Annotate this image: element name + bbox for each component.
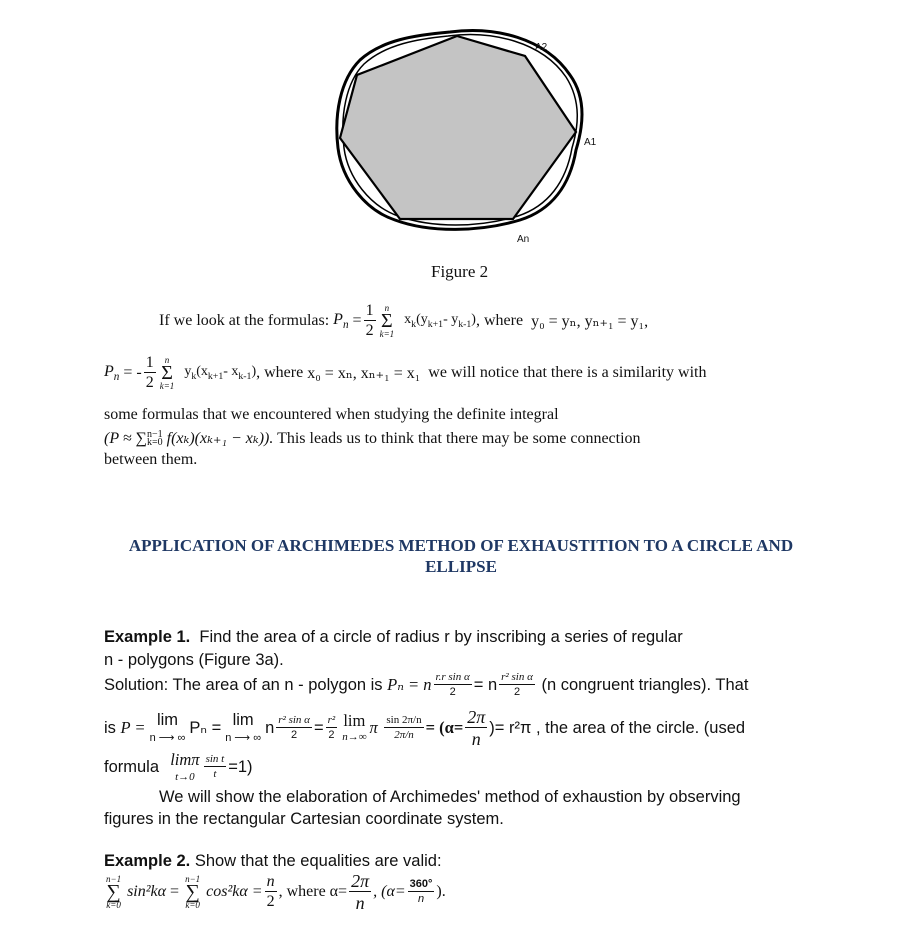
notice-text: we will notice that there is a similarity with <box>428 364 707 381</box>
intro-line-4: (P ≈ ∑ n−1 k=0 f(xₖ)(xₖ₊₁ − xₖ)). This leads us to think that there may be some connection <box>104 428 641 449</box>
example-1-line-1: Example 1. Find the area of a circle of radius r by inscribing a series of regular <box>104 628 683 646</box>
example-1-label: Example 1. <box>104 628 191 646</box>
fraction-3: $\frac{\text{r² sin α}}{2}$ <box>278 714 310 741</box>
pn-symbol: P <box>333 310 343 328</box>
condition-1: y₀ = yₙ, yₙ₊₁ = y₁, <box>531 313 649 330</box>
intro-line-5: between them. <box>104 451 198 468</box>
fraction-4: $\frac{\text{r²}}{2}$ <box>327 714 336 741</box>
lim-1: lim n ⟶ ∞ <box>149 711 186 744</box>
vertex-label-a2: A2 <box>535 42 548 53</box>
example-2-label: Example 2. <box>104 852 191 870</box>
intro-line-2: $P_n$ = - $\frac{1}{2}$ n Σ k=1 $y_k(x_{k+1}-$ $x_{k-1}$) , where x₀ = xₙ, xₙ₊₁ = x₁ we will notice that there is a similarity with <box>104 354 707 391</box>
intro-line-1: If we look at the formulas: $P_n$ = $\frac{1}{2}$ n Σ k=1 $x_k(y_{k+1}-$ $y_{k-1}$) , where y₀ = yₙ, yₙ₊₁ = y₁, <box>159 302 649 339</box>
solution-line: Solution: The area of an n - polygon is Pₙ = n $\frac{\text{r.r sin α}}{2}$ = n $\frac{\text{r² sin α}}{2}$ (n congruent triangles). That <box>104 671 749 698</box>
inscribed-polygon <box>340 36 576 219</box>
limit-line: is P = lim n ⟶ ∞ Pₙ = lim n ⟶ ∞ n $\frac{\text{r² sin α}}{2}$ = $\frac{\text{r²}}{2}$ lim n→∞ π $\frac{\sin 2\pi/n}{2\pi/n}$ = (α= $\frac{2\pi}{n}$ )= r²π , the area of the circle. (used <box>104 707 746 749</box>
vertex-label-an: An <box>517 234 530 245</box>
fraction-6: $\frac{2\pi}{n}$ <box>467 707 486 749</box>
example-1-line-2: n - polygons (Figure 3a). <box>104 651 284 669</box>
formula-line: formula limπ t→0 $\frac{\text{sin t}}{t}$ =1) <box>104 750 253 783</box>
area-fraction-2: $\frac{\text{r² sin α}}{2}$ <box>501 671 533 698</box>
section-heading-line-2: ELLIPSE <box>425 557 497 576</box>
condition-2: x₀ = xₙ, xₙ₊₁ = x₁ <box>307 365 421 382</box>
fraction-7: $\frac{\text{sin t}}{t}$ <box>205 753 225 781</box>
fraction-n-2: $\frac{n}{2}$ <box>266 873 275 910</box>
vertex-label-a1: A1 <box>584 137 597 148</box>
equality-line: n−1 ∑ k=0 sin²kα = n−1 ∑ k=0 cos²kα = $\frac{n}{2}$ , where α= $\frac{2\pi}{n}$ , (α= $\frac{360^\circ}{n}$ ). <box>106 871 446 913</box>
lim-2: lim n ⟶ ∞ <box>225 711 262 744</box>
exhaustion-paragraph-2: figures in the rectangular Cartesian coordinate system. <box>104 810 504 828</box>
area-fraction-1: $\frac{\text{r.r sin α}}{2}$ <box>435 671 470 698</box>
example-2-line: Example 2. Show that the equalities are valid: <box>104 852 442 870</box>
sum-symbol-2: n Σ k=1 <box>159 354 175 391</box>
intro-lead: If we look at the formulas: <box>159 312 330 329</box>
sum-term-1: $x_k(y_{k+1}-$ $y_{k-1}$) <box>404 312 476 330</box>
lim-4: limπ t→0 <box>170 750 200 783</box>
sum-term-2: $y_k(x_{k+1}-$ $x_{k-1}$) <box>184 364 257 382</box>
sum-cos: n−1 ∑ k=0 <box>185 873 201 910</box>
fraction-2pi-n: $\frac{2\pi}{n}$ <box>351 871 370 913</box>
exhaustion-paragraph-1: We will show the elaboration of Archimedes' method of exhaustion by observing <box>159 788 741 806</box>
half-fraction-2: $\frac{1}{2}$ <box>145 354 154 391</box>
figure-2-diagram <box>320 20 620 250</box>
sum-symbol: n Σ k=1 <box>379 302 395 339</box>
section-heading-line-1: APPLICATION OF ARCHIMEDES METHOD OF EXHAUSTITION TO A CIRCLE AND <box>128 536 794 555</box>
sum-sin: n−1 ∑ k=0 <box>106 873 122 910</box>
intro-line-3: some formulas that we encountered when studying the definite integral <box>104 406 559 423</box>
half-fraction: $\frac{1}{2}$ <box>365 302 374 339</box>
fraction-5: $\frac{\sin 2\pi/n}{2\pi/n}$ <box>386 714 422 741</box>
fraction-360-n: $\frac{360^\circ}{n}$ <box>409 878 433 905</box>
lim-3: lim n→∞ <box>342 710 367 744</box>
figure-caption: Figure 2 <box>431 262 489 281</box>
